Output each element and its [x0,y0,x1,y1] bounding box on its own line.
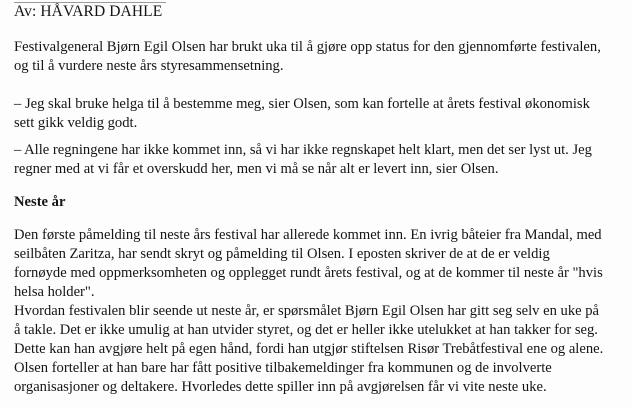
paragraph-next-year [14,302,626,397]
text-line: Olsen forteller at han bare har fått positive tilbakemeldinger fra kommunen og de involverte [14,360,552,376]
text-line: Festivalgeneral Bjørn Egil Olsen har brukt uka til å gjøre opp status for den gjennomførte festivalen, [14,39,601,55]
text-line: seilbåten Zaritza, har sendt skryt og påmelding til Olsen. I eposten skriver de at de er veldig [14,246,550,262]
paragraph-registration [14,226,626,302]
paragraph-quote-2 [14,141,626,179]
text-line: Hvordan festivalen blir seende ut neste år, er spørsmålet Bjørn Egil Olsen har gitt seg selv en uke på [14,303,600,319]
text-line: å takle. Det er ikke umulig at han utvider styret, og det er heller ikke utelukket at han takker for seg. [14,322,598,338]
text-line: Den første påmelding til neste års festival har allerede kommet inn. En ivrig båteier fra Mandal, med [14,227,602,243]
article-byline: Av: HÅVARD DAHLE [14,3,163,20]
text-line: Dette kan han avgjøre helt på egen hånd, fordi han utgjør stiftelsen Risør Trebåtfestival ene og alene. [14,341,604,357]
section-heading: Neste år [14,194,66,210]
text-line: – Alle regningene har ikke kommet inn, så vi har ikke regnskapet helt klart, men det ser lyst ut. Jeg [14,142,592,158]
text-line: organisasjoner og deltakere. Hvorledes dette spiller inn på avgjørelsen får vi vite neste uke. [14,379,547,395]
text-line: fornøyde med oppmerksomheten og opplegget rundt årets festival, og at de kommer til neste år "hvis [14,265,603,281]
paragraph-intro [14,38,626,76]
text-line: helsa holder". [14,284,95,300]
text-line: og til å vurdere neste års styresammensetning. [14,58,284,74]
text-line: sett gikk veldig godt. [14,115,138,131]
text-line: – Jeg skal bruke helga til å bestemme meg, sier Olsen, som kan fortelle at årets festival økonomisk [14,96,590,112]
paragraph-quote-1 [14,95,626,133]
text-line: regner med at vi får et overskudd her, men vi må se når alt er levert inn, sier Olsen. [14,161,499,177]
